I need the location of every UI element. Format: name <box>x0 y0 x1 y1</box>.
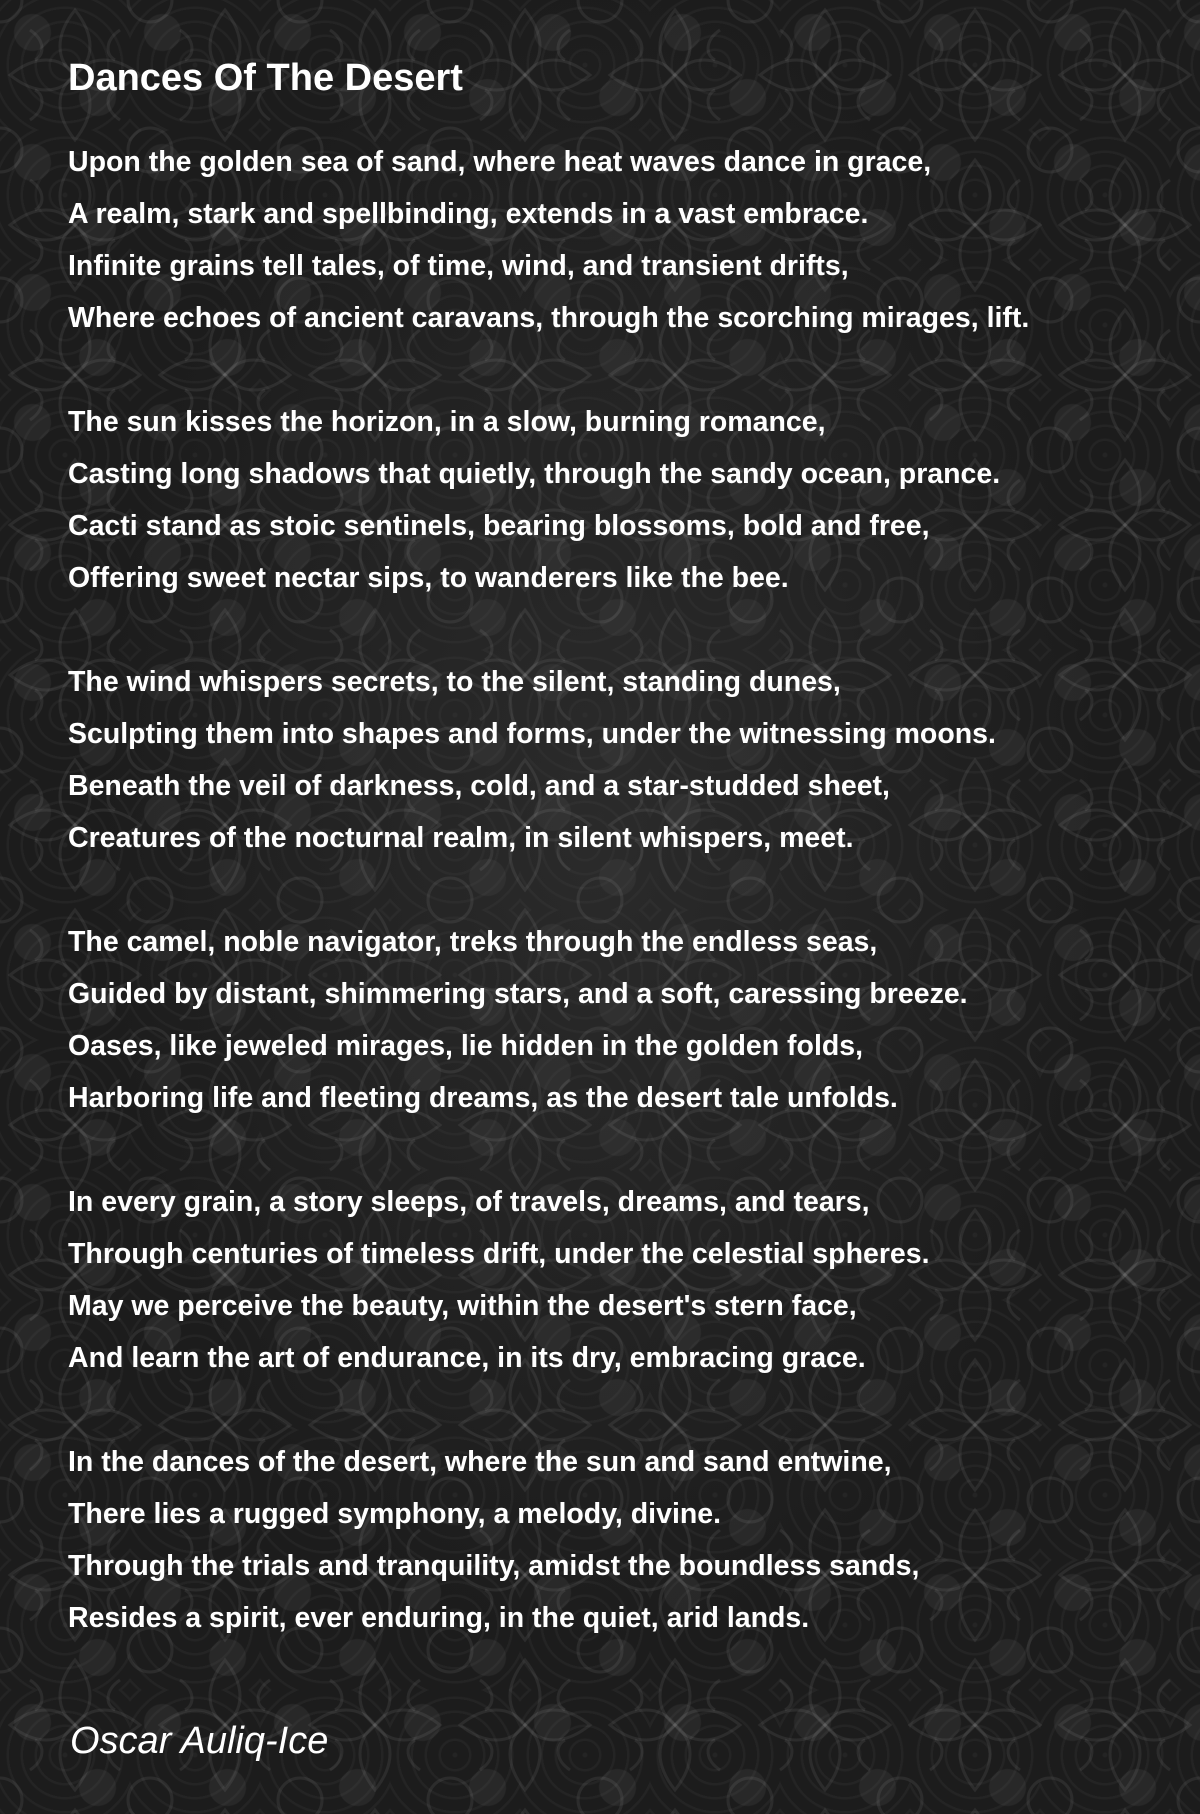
poem-line: Through centuries of timeless drift, under the celestial spheres. <box>68 1238 930 1270</box>
poem-line: Creatures of the nocturnal realm, in silent whispers, meet. <box>68 822 854 854</box>
poem-line: Beneath the veil of darkness, cold, and a star-studded sheet, <box>68 770 890 802</box>
poem-line: In every grain, a story sleeps, of travels, dreams, and tears, <box>68 1186 870 1218</box>
poem-line: There lies a rugged symphony, a melody, divine. <box>68 1498 722 1530</box>
poem-line: Guided by distant, shimmering stars, and a soft, caressing breeze. <box>68 978 968 1010</box>
stanza-5 <box>68 1176 1178 1384</box>
stanza-4 <box>68 916 1178 1124</box>
poem-line: Resides a spirit, ever enduring, in the quiet, arid lands. <box>68 1602 810 1634</box>
stanza-3 <box>68 656 1178 864</box>
poem-line: Where echoes of ancient caravans, through the scorching mirages, lift. <box>68 302 1030 334</box>
poem-line: Offering sweet nectar sips, to wanderers like the bee. <box>68 562 789 594</box>
poem-line: A realm, stark and spellbinding, extends in a vast embrace. <box>68 198 869 230</box>
stanza-1 <box>68 136 1178 344</box>
stanza-2 <box>68 396 1178 604</box>
poem-line: The wind whispers secrets, to the silent, standing dunes, <box>68 666 841 698</box>
poem-line: Cacti stand as stoic sentinels, bearing blossoms, bold and free, <box>68 510 930 542</box>
poem-line: Upon the golden sea of sand, where heat waves dance in grace, <box>68 146 932 178</box>
poem-line: In the dances of the desert, where the sun and sand entwine, <box>68 1446 892 1478</box>
poem-line: The camel, noble navigator, treks through the endless seas, <box>68 926 878 958</box>
poem-title: Dances Of The Desert <box>68 57 463 99</box>
poem-author: Oscar Auliq-Ice <box>70 1720 329 1762</box>
poem-line: And learn the art of endurance, in its dry, embracing grace. <box>68 1342 866 1374</box>
poem-line: Sculpting them into shapes and forms, under the witnessing moons. <box>68 718 996 750</box>
poem-line: Harboring life and fleeting dreams, as the desert tale unfolds. <box>68 1082 898 1114</box>
poem-line: Infinite grains tell tales, of time, wind, and transient drifts, <box>68 250 849 282</box>
poem-line: May we perceive the beauty, within the desert's stern face, <box>68 1290 857 1322</box>
poem-line: Oases, like jeweled mirages, lie hidden in the golden folds, <box>68 1030 864 1062</box>
poem-line: Casting long shadows that quietly, through the sandy ocean, prance. <box>68 458 1001 490</box>
poem-container <box>68 48 1178 1696</box>
poem-line: Through the trials and tranquility, amidst the boundless sands, <box>68 1550 920 1582</box>
stanza-6 <box>68 1436 1178 1644</box>
poem-line: The sun kisses the horizon, in a slow, burning romance, <box>68 406 826 438</box>
